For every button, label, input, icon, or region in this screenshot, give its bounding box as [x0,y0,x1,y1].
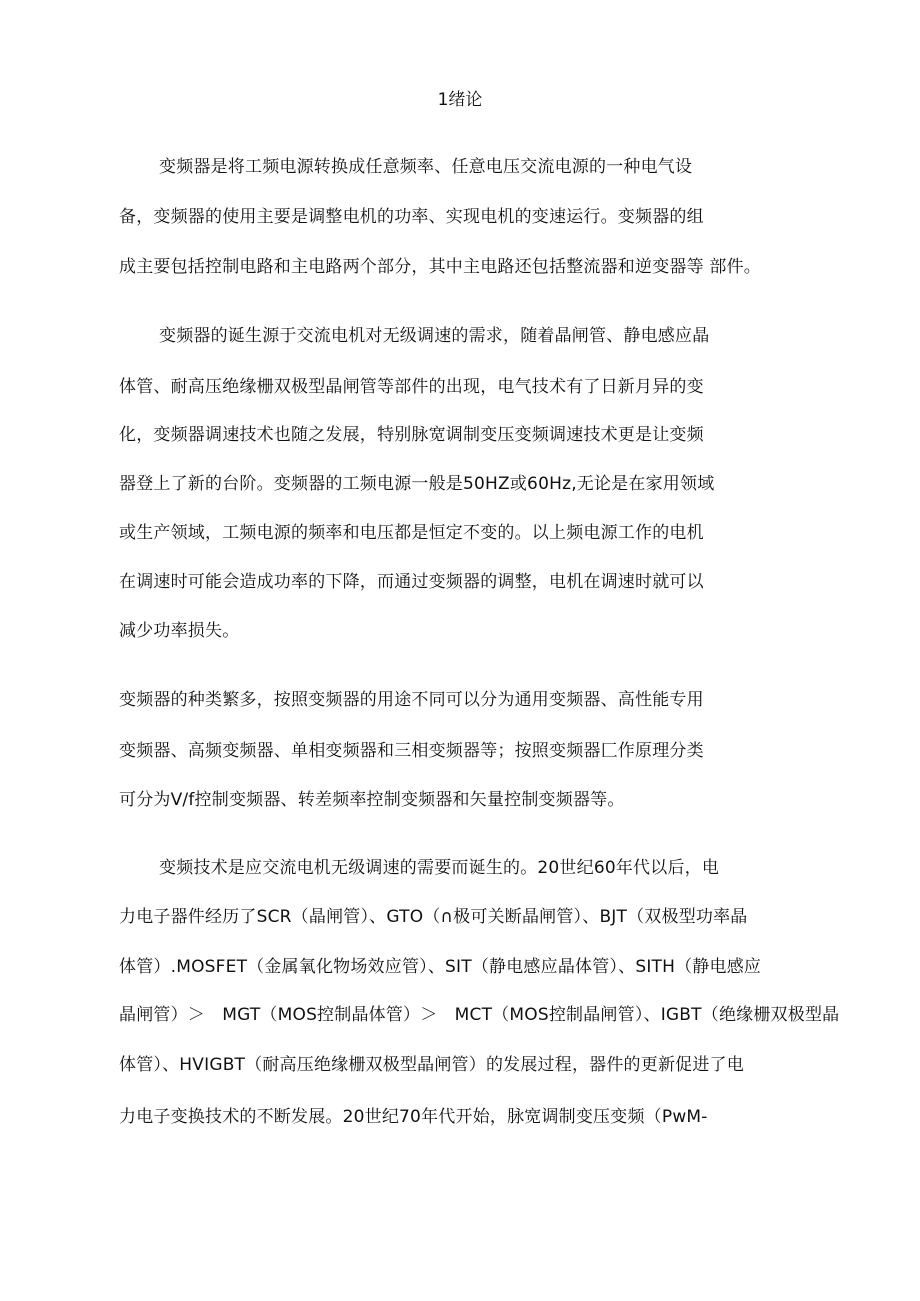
paragraph-1-line-1: 变频器是将工频电源转换成任意频率、任意电压交流电源的一种电气设 [159,157,693,177]
paragraph-3-line-3: 可分为V/f控制变频器、转差频率控制变频器和矢量控制变频器等。 [119,790,625,810]
paragraph-2-line-2: 体管、耐高压绝缘栅双极型晶闸管等部件的出现，电气技术有了日新月异的变 [119,377,704,397]
paragraph-2-line-1: 变频器的诞生源于交流电机对无级调速的需求，随着晶闸管、静电感应晶 [159,326,710,346]
paragraph-4-line-1: 变频技术是应交流电机无级调速的需要而诞生的。20世纪60年代以后，电 [159,858,720,878]
paragraph-3-line-1: 变频器的种类繁多，按照变频器的用途不同可以分为通用变频器、高性能专用 [119,690,704,710]
paragraph-3-line-2: 变频器、高频变频器、单相变频器和三相变频器等；按照变频器匚作原理分类 [119,741,704,761]
paragraph-1-line-2: 备，变频器的使用主要是调整电机的功率、实现电机的变速运行。变频器的组 [119,207,704,227]
paragraph-4-line-5: 体管）、HVIGBT（耐高压绝缘栅双极型晶闸管）的发展过程，器件的更新促进了电 [119,1055,744,1075]
paragraph-2-line-7: 减少功率损失。 [119,621,240,641]
paragraph-4-line-6: 力电子变换技术的不断发展。20世纪70年代开始，脉宽调制变压变频（PwM- [119,1107,708,1127]
paragraph-4-line-2: 力电子器件经历了SCR（晶闸管）、GTO（∩极可关断晶闸管）、BJT（双极型功率晶 [119,907,748,927]
paragraph-2-line-4: 器登上了新的台阶。变频器的工频电源一般是50HZ或60Hz,无论是在家用领域 [119,474,715,494]
paragraph-2-line-6: 在调速时可能会造成功率的下降，而通过变频器的调整，电机在调速时就可以 [119,572,704,592]
chapter-title: 1绪论 [437,90,483,110]
paragraph-4-line-3: 体管）.MOSFET（金属氧化物场效应管）、SIT（静电感应晶体管）、SITH（静电感应 [119,957,762,977]
paragraph-2-line-5: 或生产领域，工频电源的频率和电压都是恒定不变的。以上频电源工作的电机 [119,523,704,543]
paragraph-1-line-3: 成主要包括控制电路和主电路两个部分，其中主电路还包括整流器和逆变器等 部件。 [119,257,762,277]
paragraph-4-line-4: 晶闸管）＞ MGT（MOS控制晶体管）＞ MCT（MOS控制晶闸管）、IGBT（绝缘栅双极型晶 [119,1005,840,1025]
paragraph-2-line-3: 化，变频器调速技术也随之发展，特别脉宽调制变压变频调速技术更是让变频 [119,425,704,445]
